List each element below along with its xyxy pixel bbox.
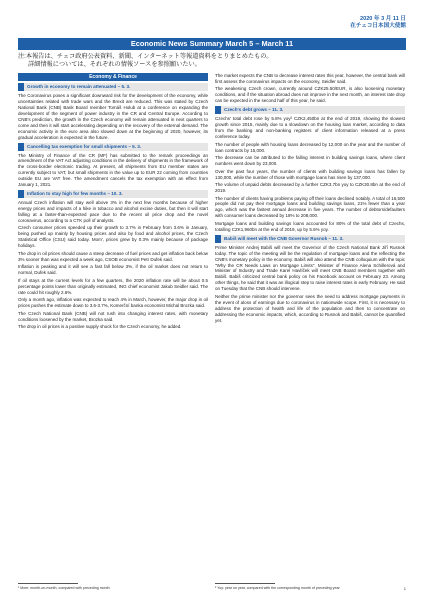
section-heading-economy: Economy & Finance <box>18 73 208 81</box>
embassy-name: 在チェコ日本国大使館 <box>350 23 406 30</box>
article-paragraph: Czechs' total debt rose by 5.8% yoy² CZK2,450bn at the end of 2019, showing the slowest growth since 2015, mainly due to a slowdown on the housing loan market, according to data from the banking and non-banking registers of client information released at a press conference today. <box>215 116 405 140</box>
footnote-divider <box>215 583 275 584</box>
article-paragraph: If oil stays at the current levels for a few quarters, the 2020 inflation rate will be about 0.5 percentage points lower than originally estimated, ING chief economist Jakub Seidler said. The rate could hit roughly 2.6%. <box>18 277 208 295</box>
footnote-divider <box>18 583 78 584</box>
article-paragraph: Neither the prime minister nor the governor sees the need to address mortgage payments in the event of aloss of earnings due to coronavirus in nationwide scope. First, it is necessary to address the protection of health and life of the population and then to concentrate on addressing the economic impacts, which, according to Rusnok and Babiš, cannot be quantified yet. <box>215 293 405 323</box>
article-paragraph: The decrease can be attributed to the falling interest in building savings loans, where client numbers went down by 23,000. <box>215 155 405 167</box>
article-paragraph: The Coronavirus poses a significant downward risk for the development of the economy, while uncertainties related with trade wars and the Brexit are reduced. This was stated by Czech National Bank (CNB) Bank Board member Tomáš Holub at a conference on expanding the development of the segment of power industry in the CR and Central Europe. According to CNB's prediction, the growth in the Czech economy will remain attenuated in next quarters to come and then it will start accelerating depending on the recovery of the external demand. The economic activity in the euro area also slowed down at the beginning of 2020, however, its gradual acceleration is expected in the future. <box>18 93 208 140</box>
article-paragraph: Annual Czech inflation will stay well above 3% in the next few months because of higher energy prices and impacts of a hike in tobacco and alcohol excise duties, but then it will start falling at a faster-than-expected pace due to the recent oil price drop and the novel coronavirus, according to a CTK poll of analysts. <box>18 200 208 223</box>
article-paragraph: Czech consumer prices speeded up their growth to 3.7% in February from 3.6% in January, being pushed up mainly by housing prices and also by food and alcohol prices, the Czech Statistical Office (CSU) said today. Mom', prices grew by 0.3% mainly because of package holidays. <box>18 225 208 249</box>
article-paragraph: The number of people with housing loans decreased by 12,000 on the year and the number of loan contracts by 15,000. <box>215 141 405 153</box>
article-heading-babis: Babiš will meet with the CNB Governor Rusnok – 11. 3. <box>215 235 405 243</box>
report-date: 2020 年 3 月 11 日 <box>359 16 406 22</box>
right-column <box>215 73 405 325</box>
article-paragraph: Mortgage loans and building savings loans accounted for 80% of the total debt of Czechs, totalling CZK1,960bn at the end of 2019, up by 5.6% yoy. <box>215 220 405 232</box>
article-heading-debt: Czech's debt grows – 11. 3. <box>215 106 405 114</box>
left-column <box>18 73 208 332</box>
article-paragraph: The volume of unpaid debts decreased by a further CZK3.7bn yoy to CZK30.8bn at the end of 2019. <box>215 182 405 193</box>
article-heading-tax: Cancelling tax exemption for small shipments – 5. 3. <box>18 143 208 151</box>
article-paragraph: The Ministry of Finance of the CR (MF) has submitted to the remark proceedings an amendment of the VAT Act adjusting conditions in the delivery of shipments in the framework of the cross-border electronic trading. At present, all shipments from EU member states are currently subject to VAT, but small shipments in the value up to EUR 22 coming from countries outside EU are VAT free. The amendment cancels the tax exemption with an effect from January 1, 2021. <box>18 152 208 188</box>
article-paragraph: The drop in oil prices should cause a steep decrease of fuel prices and get inflation back below 3% sooner than was expected a week ago, CSOB economist Petr Dufek said. <box>18 250 208 262</box>
note-line-1: 注:本報告は、チェコ政府公表資料、新聞、インターネット等報道資料をとりまとめたもの。 <box>18 53 273 60</box>
article-heading-inflation: Inflation to stay high for few months – 10. 3. <box>18 190 208 198</box>
article-paragraph: Inflation is peaking and it will see a fast fall below 3%, if the oil market does not return to normal, Dufek said. <box>18 264 208 276</box>
page-title: Economic News Summary March 5 – March 11 <box>18 38 406 50</box>
article-paragraph: Prime Minister Andrej Babiš will meet the Governor of the Czech National Bank Jiří Rusnok today. The topic of the meeting will be the regulation of mortgage loans and the reflecting the CNB's monetary policy in the economy. Babiš will also attend the CNB colloquium with the topic "Why the CR Needs Laws on Mortgage Limits". Minister of Finance Alena Schillerová and Minister of Industry and Trade Karel Havlíček will meet CNB Board members together with Babiš. Babiš criticized central bank policy on his Facebook account on February 23. Among other things, he said that it was an illogical step to raise interest rates in early February. He said on Tuesday that the CNB should intervene. <box>215 244 405 292</box>
article-paragraph: The Czech National Bank (CNB) will not rush into changing interest rates, with monetary conditions loosened by the market, Brozka said. <box>18 310 208 322</box>
article-paragraph: Over the past four years, the number of clients with building savings loans has fallen by 130,000, while the number of those with mortgage loans has risen by 137,000. <box>215 168 405 180</box>
footnote-right: ² Yoy: year on year, compared with the corresponding month of preceding year <box>215 586 340 590</box>
article-paragraph: The market expects the CNB to decrease interest rates this year, however, the central bank will first assess the coronavirus impacts on the economy, Seidler said. <box>215 73 405 84</box>
article-paragraph: Only a month ago, inflation was expected to reach 4% in March, however, the major drop in oil prices pushes the estimate down to 3.6-3.7%, Komerční banka economist Michal Brozka said. <box>18 297 208 309</box>
note-line-2: 詳細情報については、それぞれの情報ソースを参照願いたい。 <box>28 61 201 69</box>
page-number: 1 <box>403 586 406 591</box>
footnote-left: ¹ Mom: month-on-month, compared with preceding month <box>18 586 110 590</box>
disclaimer-note <box>18 53 272 69</box>
article-paragraph: The number of clients having problems paying off their loans declined notably. A total of 16,500 people did not pay their mortgage loans and building savings loans, 21% fewer than a year ago, which was the fastest annual decrease in five years. The number of debtors/defaulters with consumer loans decreased by 18% to 208,000. <box>215 195 405 219</box>
article-paragraph: The weakening Czech crown, currently around CZK25.50/EUR, is also loosening monetary conditions, and if the situation abroad does not improve in the next month, an interest rate drop can be expected in the second half of this year, he said. <box>215 86 405 104</box>
article-heading-growth: Growth in economy to remain attenuated – 5. 3. <box>18 83 208 91</box>
article-paragraph: The drop in oil prices is a positive supply shock for the Czech economy, he added. <box>18 324 182 330</box>
report-date-block <box>350 16 406 31</box>
